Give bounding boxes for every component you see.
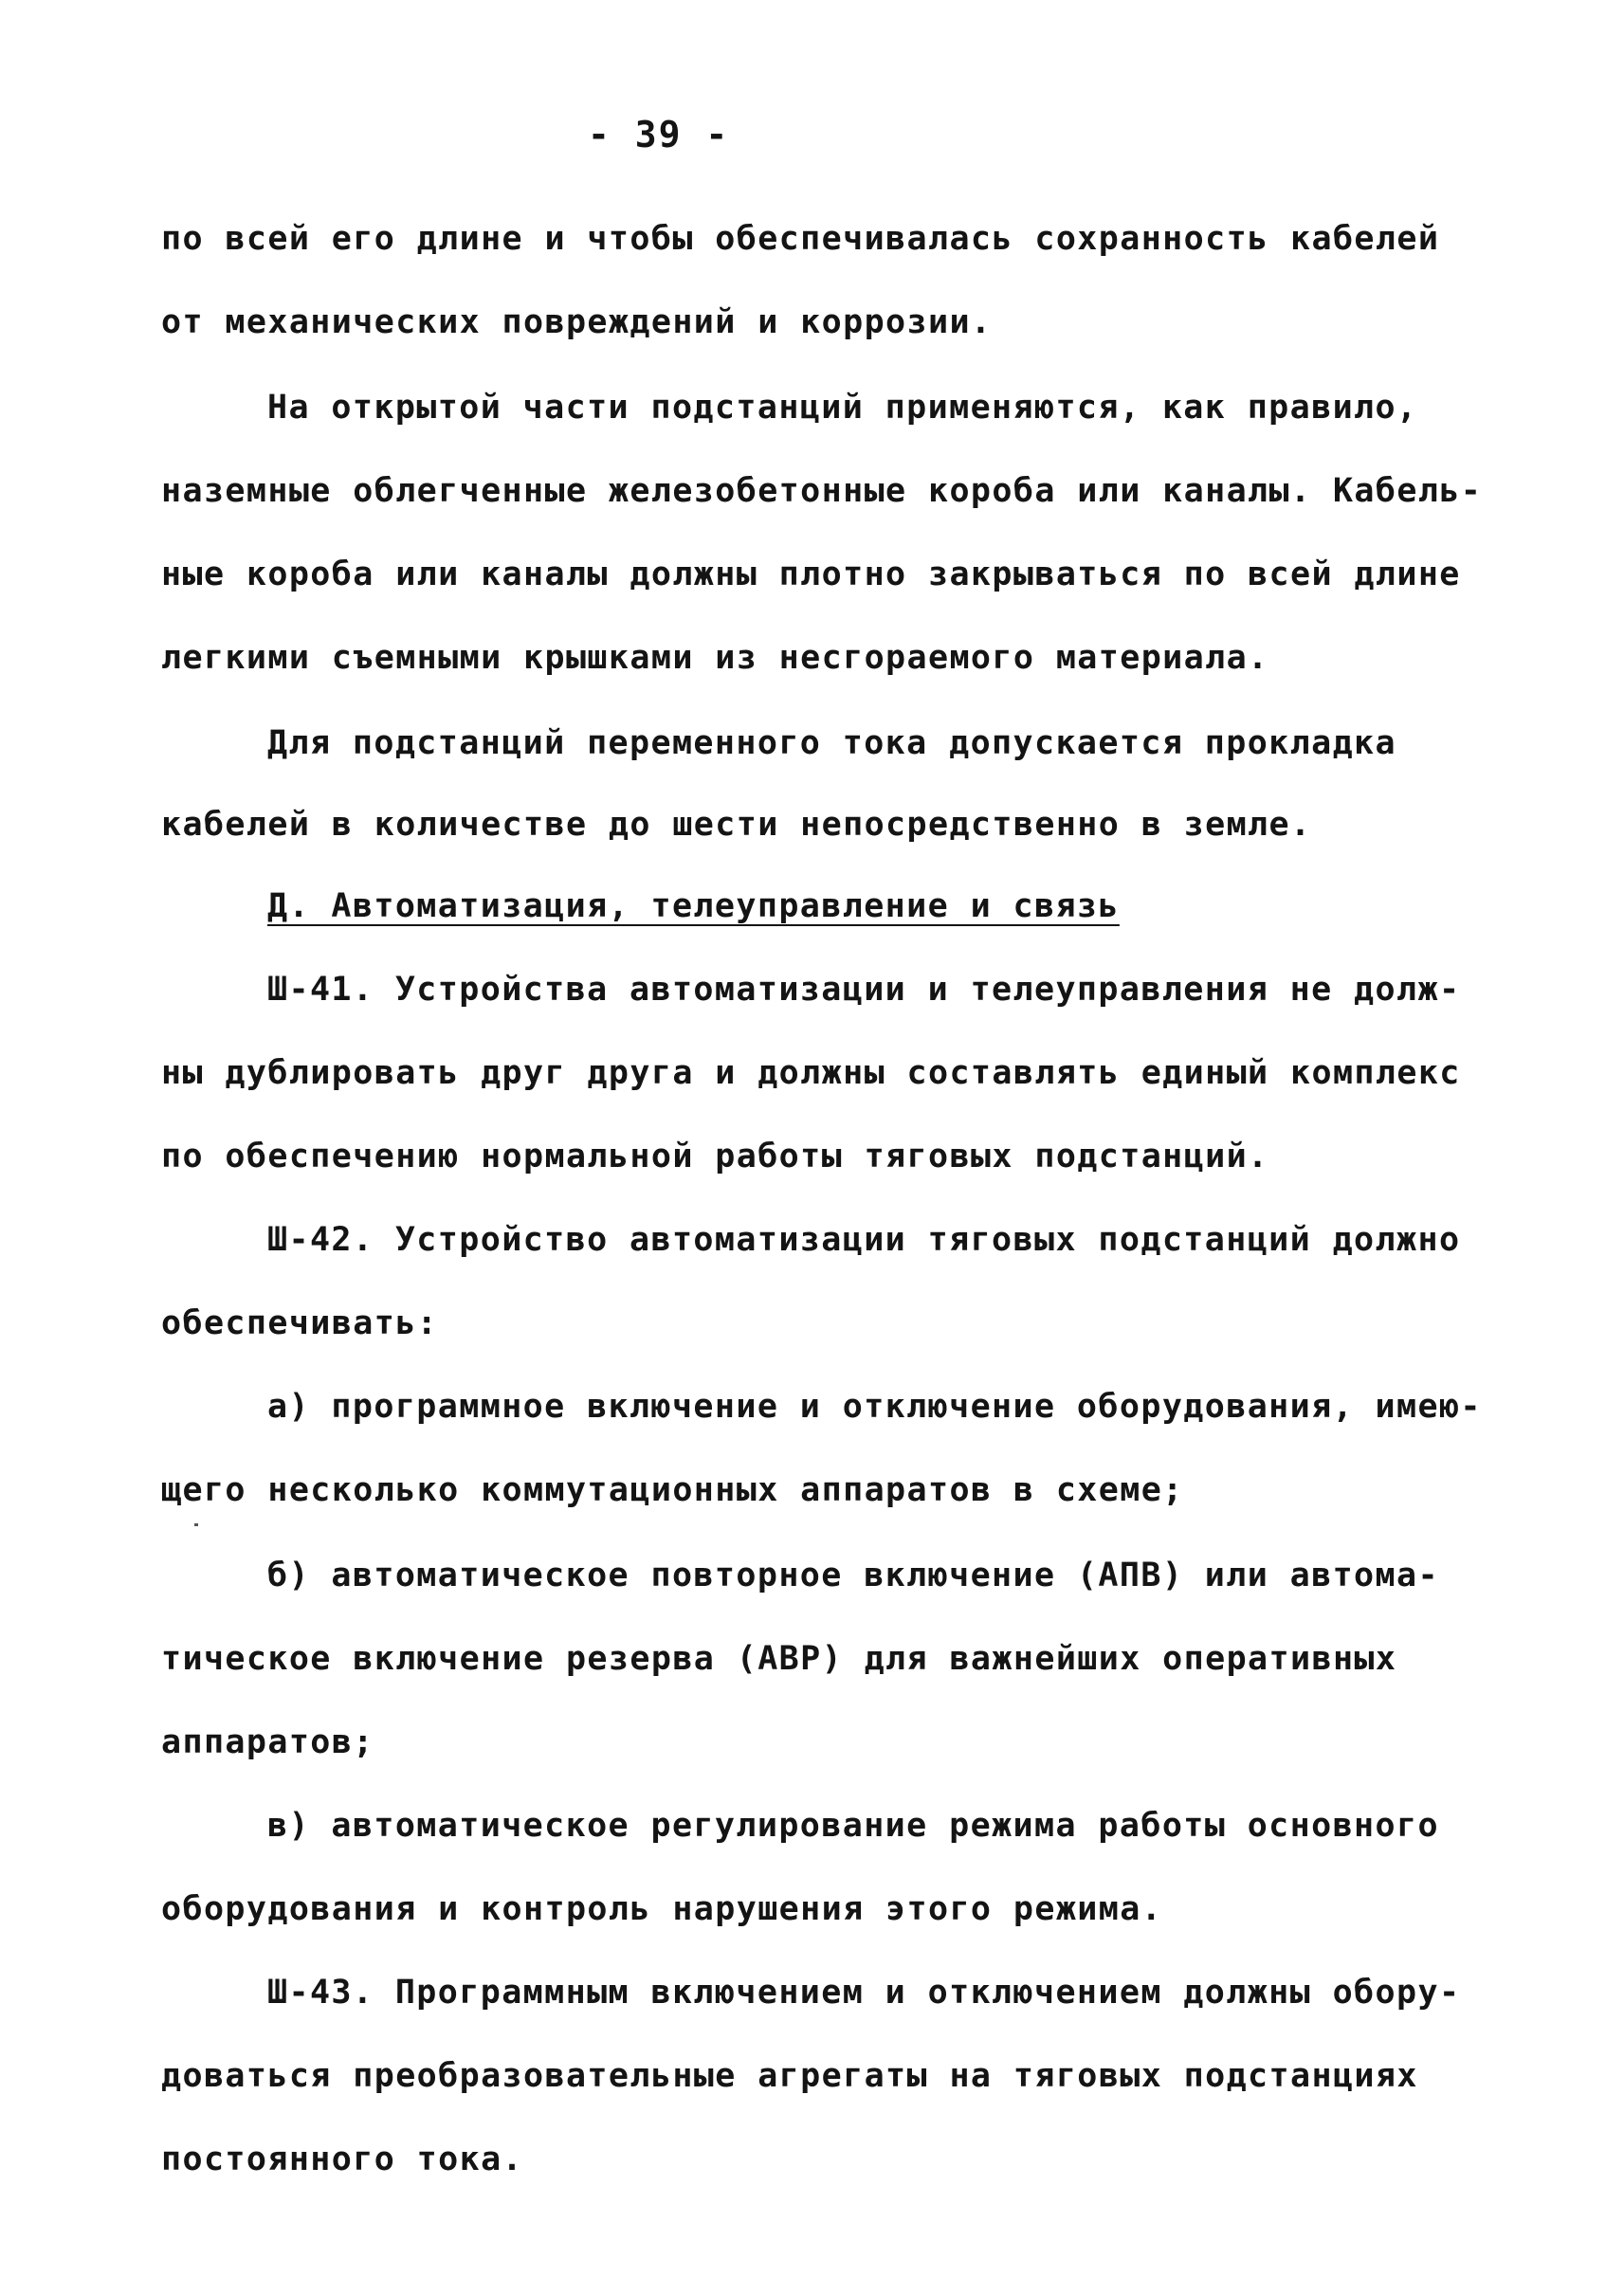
text-line: по всей его длине и чтобы обеспечивалась сохранность кабелей: [161, 220, 1440, 258]
text-line: от механических повреждений и коррозии.: [161, 303, 993, 341]
scan-speck: [194, 1523, 198, 1526]
text-line: ны дублировать друг друга и должны составлять единый комплекс: [161, 1054, 1461, 1092]
text-line: Ш-41. Устройства автоматизации и телеуправления не долж-: [267, 971, 1461, 1009]
text-line: На открытой части подстанций применяются, как правило,: [267, 389, 1418, 427]
text-line: Ш-42. Устройство автоматизации тяговых подстанций должно: [267, 1221, 1461, 1259]
text-line: Для подстанций переменного тока допускается прокладка: [267, 724, 1397, 762]
text-line: легкими съемными крышками из несгораемого материала.: [161, 639, 1269, 677]
text-line: тическое включение резерва (АВР) для важнейших оперативных: [161, 1640, 1397, 1678]
list-item: в) автоматическое регулирование режима работы основного: [267, 1807, 1439, 1845]
text-line: по обеспечению нормальной работы тяговых подстанций.: [161, 1138, 1269, 1175]
text-line: Ш-43. Программным включением и отключением должны обору-: [267, 1974, 1461, 2012]
list-item: б) автоматическое повторное включение (АПВ) или автома-: [267, 1557, 1439, 1594]
text-line: аппаратов;: [161, 1723, 374, 1761]
text-line: ные короба или каналы должны плотно закрываться по всей длине: [161, 556, 1461, 593]
text-line: наземные облегченные железобетонные короба или каналы. Кабель-: [161, 472, 1483, 510]
text-line: кабелей в количестве до шести непосредственно в земле.: [161, 806, 1312, 844]
text-line: постоянного тока.: [161, 2140, 524, 2178]
list-item: а) программное включение и отключение оборудования, имею-: [267, 1388, 1482, 1426]
section-heading: Д. Автоматизация, телеуправление и связь: [267, 887, 1120, 925]
text-line: оборудования и контроль нарушения этого режима.: [161, 1890, 1163, 1928]
text-line: щего несколько коммутационных аппаратов в схеме;: [161, 1471, 1184, 1509]
page-number: - 39 -: [588, 114, 730, 155]
text-line: обеспечивать:: [161, 1304, 439, 1342]
text-line: доваться преобразовательные агрегаты на тяговых подстанциях: [161, 2057, 1418, 2095]
